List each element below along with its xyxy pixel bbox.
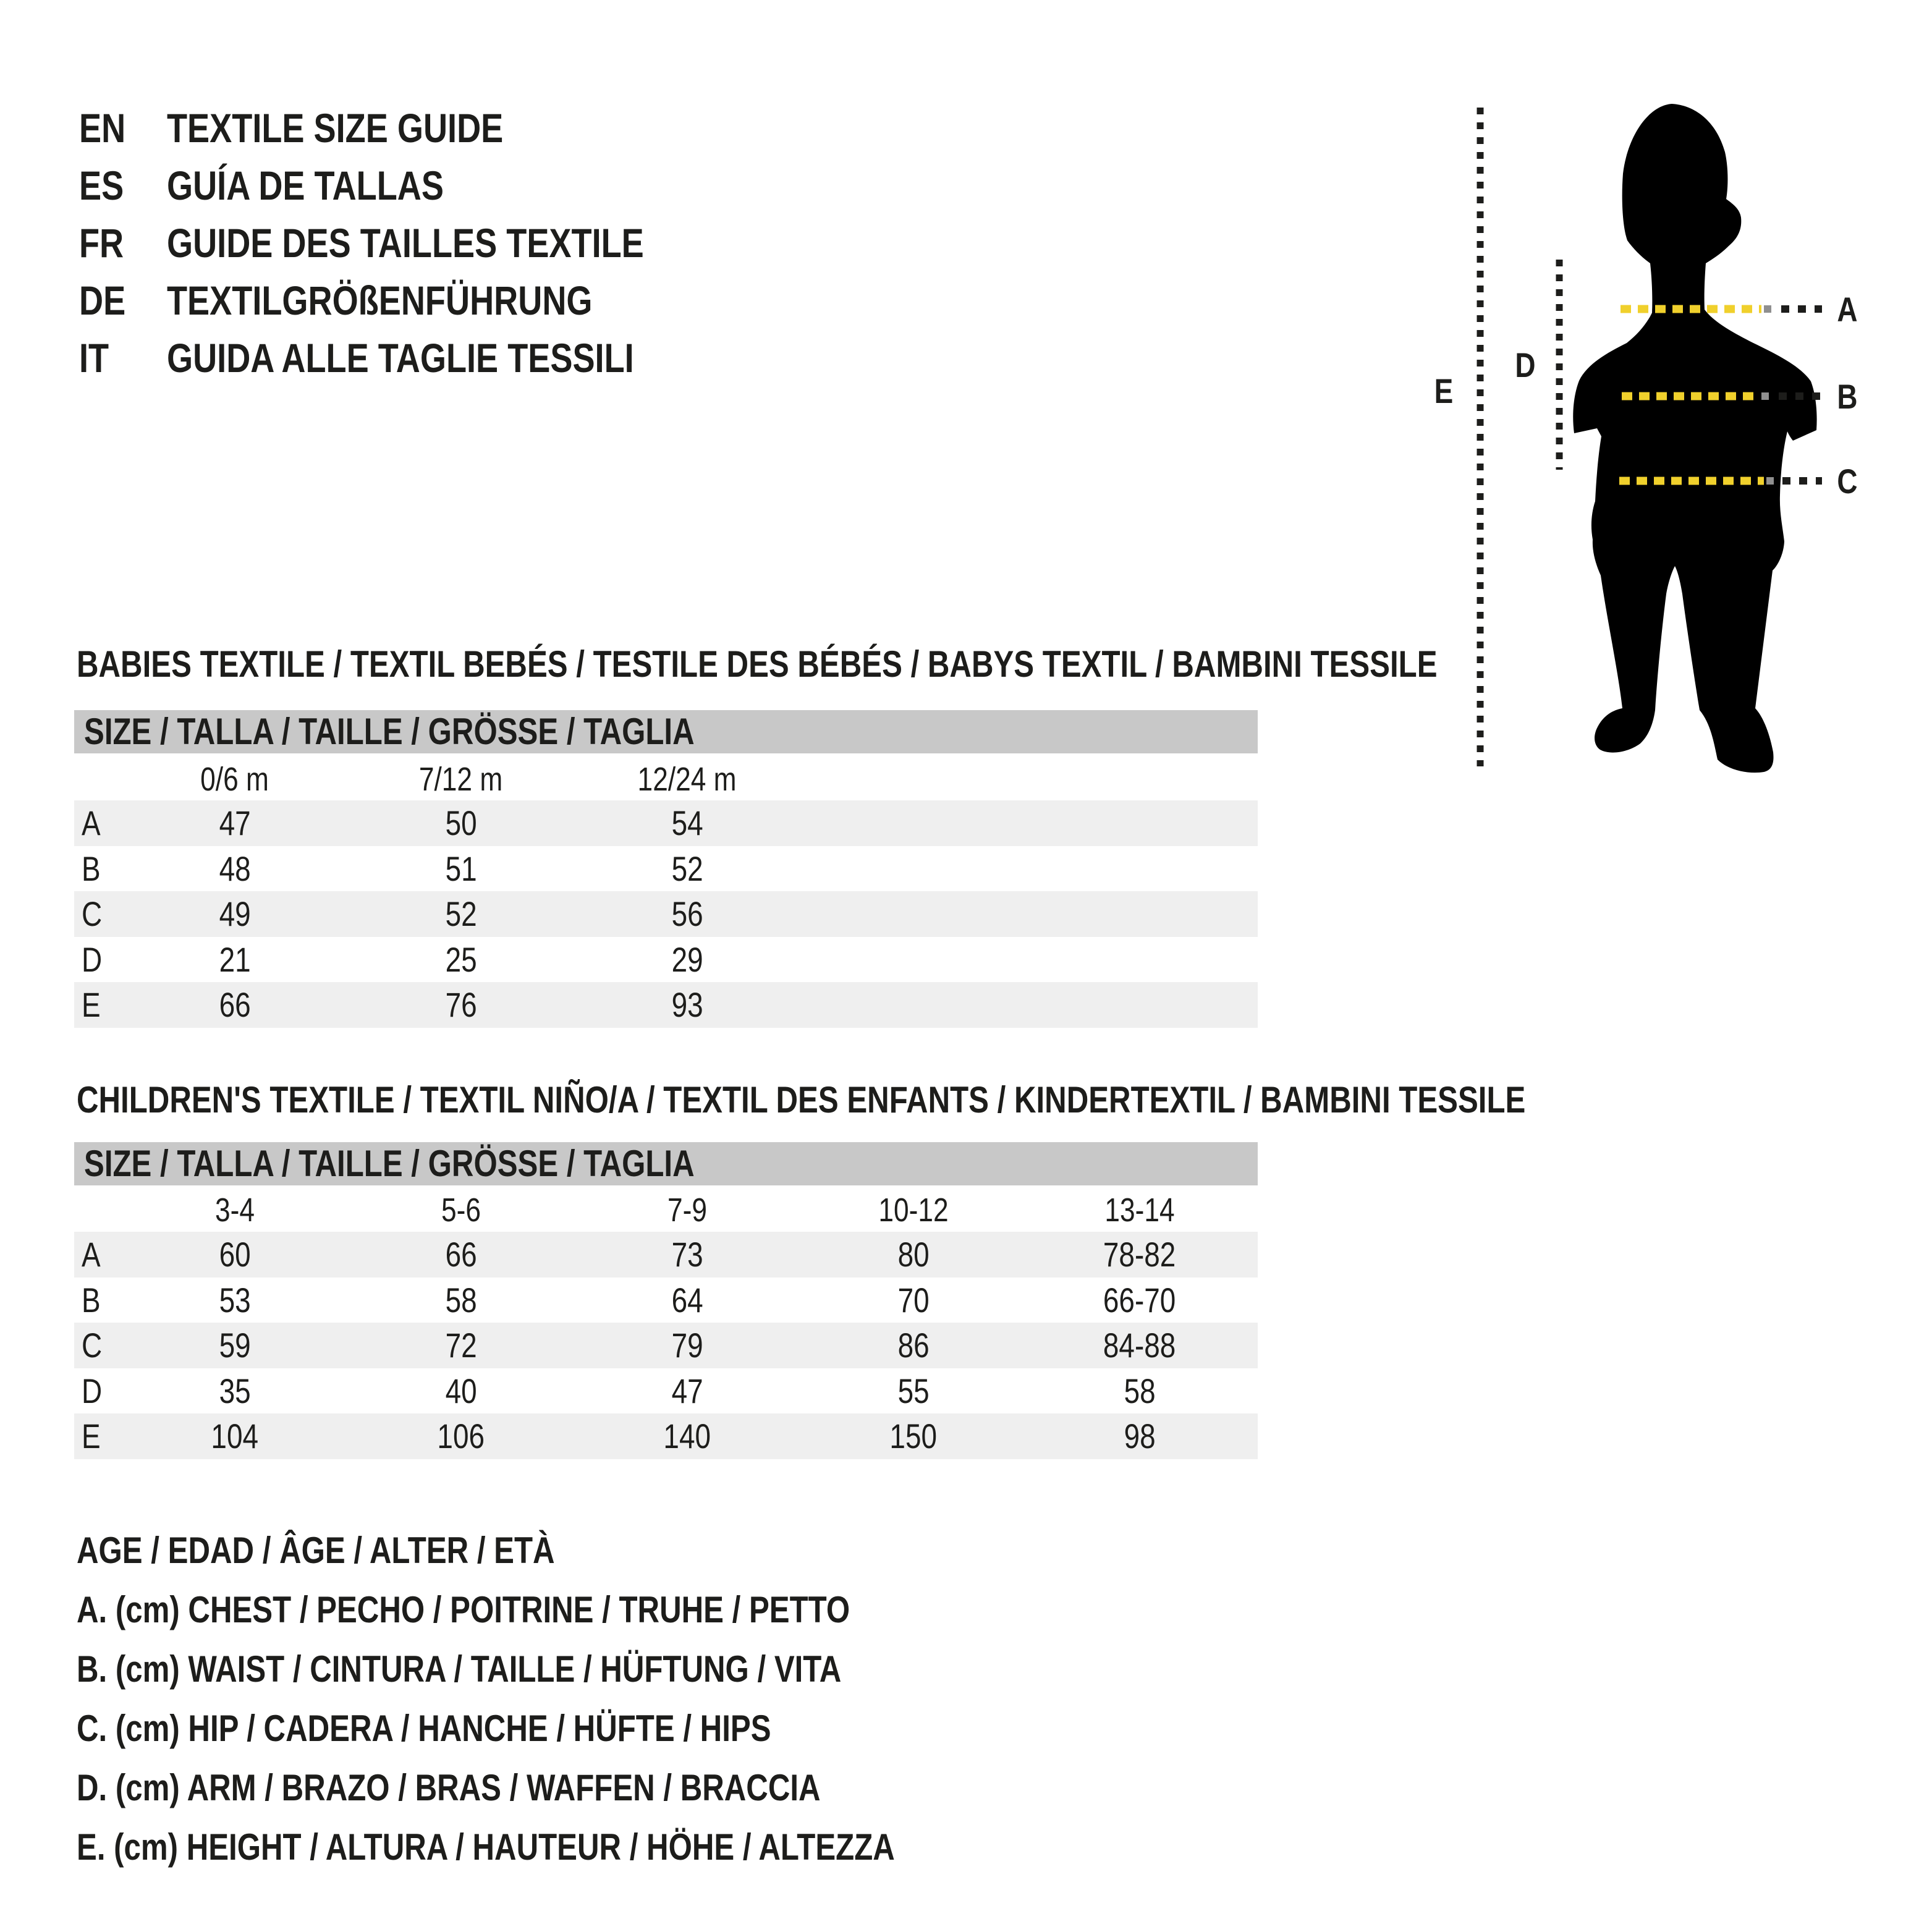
cell-value: 150	[889, 1417, 938, 1456]
chest-label: A	[1837, 290, 1858, 329]
babies-heading-text: BABIES TEXTILE / TEXTIL BEBÉS / TESTILE DES BÉBÉS / BABYS TEXTIL / BAMBINI TESSILE	[77, 643, 1438, 685]
cell-value: 98	[1124, 1417, 1156, 1456]
babies-col-7-12m: 7/12 m	[419, 761, 503, 798]
row-label: B	[82, 849, 101, 888]
cell-value: 48	[219, 849, 251, 888]
cell-value: 140	[663, 1417, 711, 1456]
table-row	[74, 1277, 1258, 1323]
legend-height: E. (cm) HEIGHT / ALTURA / HAUTEUR / HÖHE / ALTEZZA	[77, 1826, 895, 1868]
cell-value: 49	[219, 894, 251, 934]
cell-value: 104	[211, 1417, 259, 1456]
lang-row-en	[79, 99, 748, 156]
lang-code-de: DE	[79, 277, 126, 323]
cell-value: 66	[219, 985, 251, 1025]
measurement-legend	[77, 1520, 1074, 1876]
lang-code-es: ES	[79, 162, 124, 208]
cell-value: 93	[671, 985, 703, 1025]
row-label: D	[82, 1371, 103, 1410]
children-size-bar	[74, 1142, 1258, 1185]
children-table-header	[74, 1189, 1258, 1231]
lang-code-fr: FR	[79, 219, 124, 266]
cell-value: 80	[897, 1235, 930, 1274]
cell-value: 70	[897, 1280, 930, 1320]
cell-value: 51	[445, 849, 477, 888]
babies-size-bar-text: SIZE / TALLA / TAILLE / GRÖSSE / TAGLIA	[84, 711, 695, 752]
cell-value: 55	[897, 1371, 930, 1410]
lang-row-it	[79, 329, 748, 386]
cell-value: 78-82	[1103, 1235, 1176, 1274]
table-row	[74, 937, 1258, 983]
row-label: B	[82, 1280, 101, 1320]
table-row	[74, 800, 1258, 846]
table-row	[74, 1323, 1258, 1368]
children-size-bar-text: SIZE / TALLA / TAILLE / GRÖSSE / TAGLIA	[84, 1143, 695, 1184]
row-label: C	[82, 1326, 103, 1365]
babies-table-body	[74, 800, 1258, 1028]
cell-value: 52	[445, 894, 477, 934]
cell-value: 29	[671, 939, 703, 979]
arm-label: D	[1515, 345, 1536, 385]
children-col-7-9: 7-9	[667, 1192, 707, 1229]
cell-value: 47	[219, 803, 251, 843]
cell-value: 40	[445, 1371, 477, 1410]
children-col-10-12: 10-12	[878, 1192, 949, 1229]
legend-waist: B. (cm) WAIST / CINTURA / TAILLE / HÜFTUNG / VITA	[77, 1648, 842, 1690]
cell-value: 76	[445, 985, 477, 1025]
cell-value: 64	[671, 1280, 703, 1320]
legend-age: AGE / EDAD / ÂGE / ALTER / ETÀ	[77, 1529, 555, 1571]
cell-value: 52	[671, 849, 703, 888]
lang-row-es	[79, 156, 748, 214]
lang-row-fr	[79, 214, 748, 271]
cell-value: 66-70	[1103, 1280, 1176, 1320]
table-row	[74, 1232, 1258, 1277]
children-col-3-4: 3-4	[214, 1192, 255, 1229]
cell-value: 56	[671, 894, 703, 934]
lang-code-en: EN	[79, 104, 126, 151]
cell-value: 35	[219, 1371, 251, 1410]
legend-hip: C. (cm) HIP / CADERA / HANCHE / HÜFTE / HIPS	[77, 1707, 771, 1749]
cell-value: 66	[445, 1235, 477, 1274]
cell-value: 73	[671, 1235, 703, 1274]
cell-value: 25	[445, 939, 477, 979]
lang-title-es: GUÍA DE TALLAS	[167, 162, 444, 208]
cell-value: 79	[671, 1326, 703, 1365]
table-row	[74, 891, 1258, 937]
row-label: D	[82, 939, 103, 979]
hip-label: C	[1837, 462, 1858, 501]
cell-value: 58	[445, 1280, 477, 1320]
children-table-body	[74, 1232, 1258, 1459]
cell-value: 50	[445, 803, 477, 843]
babies-table-header	[74, 758, 1258, 800]
legend-arm: D. (cm) ARM / BRAZO / BRAS / WAFFEN / BRACCIA	[77, 1766, 821, 1808]
cell-value: 47	[671, 1371, 703, 1410]
cell-value: 54	[671, 803, 703, 843]
language-title-list	[79, 99, 748, 386]
legend-chest: A. (cm) CHEST / PECHO / POITRINE / TRUHE / PETTO	[77, 1588, 850, 1630]
height-label: E	[1434, 371, 1454, 411]
cell-value: 58	[1124, 1371, 1156, 1410]
cell-value: 53	[219, 1280, 251, 1320]
lang-code-it: IT	[79, 334, 109, 381]
table-row	[74, 1368, 1258, 1414]
table-row	[74, 1413, 1258, 1459]
table-row	[74, 846, 1258, 892]
row-label: C	[82, 894, 103, 934]
table-row	[74, 982, 1258, 1028]
lang-title-fr: GUIDE DES TAILLES TEXTILE	[167, 219, 644, 266]
cell-value: 86	[897, 1326, 930, 1365]
lang-row-de	[79, 271, 748, 329]
babies-size-bar	[74, 710, 1258, 753]
babies-col-0-6m: 0/6 m	[200, 761, 269, 798]
babies-col-12-24m: 12/24 m	[637, 761, 737, 798]
row-label: A	[82, 1235, 101, 1274]
cell-value: 60	[219, 1235, 251, 1274]
babies-section-heading	[77, 643, 1736, 686]
children-heading-text: CHILDREN'S TEXTILE / TEXTIL NIÑO/A / TEXTIL DES ENFANTS / KINDERTEXTIL / BAMBINI TESSILE	[77, 1079, 1526, 1121]
children-col-13-14: 13-14	[1104, 1192, 1175, 1229]
cell-value: 84-88	[1103, 1326, 1176, 1365]
waist-label: B	[1837, 377, 1858, 417]
row-label: A	[82, 803, 101, 843]
lang-title-en: TEXTILE SIZE GUIDE	[167, 104, 504, 151]
children-section-heading	[77, 1078, 1844, 1122]
cell-value: 21	[219, 939, 251, 979]
cell-value: 106	[437, 1417, 485, 1456]
row-label: E	[82, 985, 101, 1025]
lang-title-de: TEXTILGRÖßENFÜHRUNG	[167, 277, 593, 323]
lang-title-it: GUIDA ALLE TAGLIE TESSILI	[167, 334, 634, 381]
cell-value: 72	[445, 1326, 477, 1365]
row-label: E	[82, 1417, 101, 1456]
children-col-5-6: 5-6	[441, 1192, 481, 1229]
cell-value: 59	[219, 1326, 251, 1365]
